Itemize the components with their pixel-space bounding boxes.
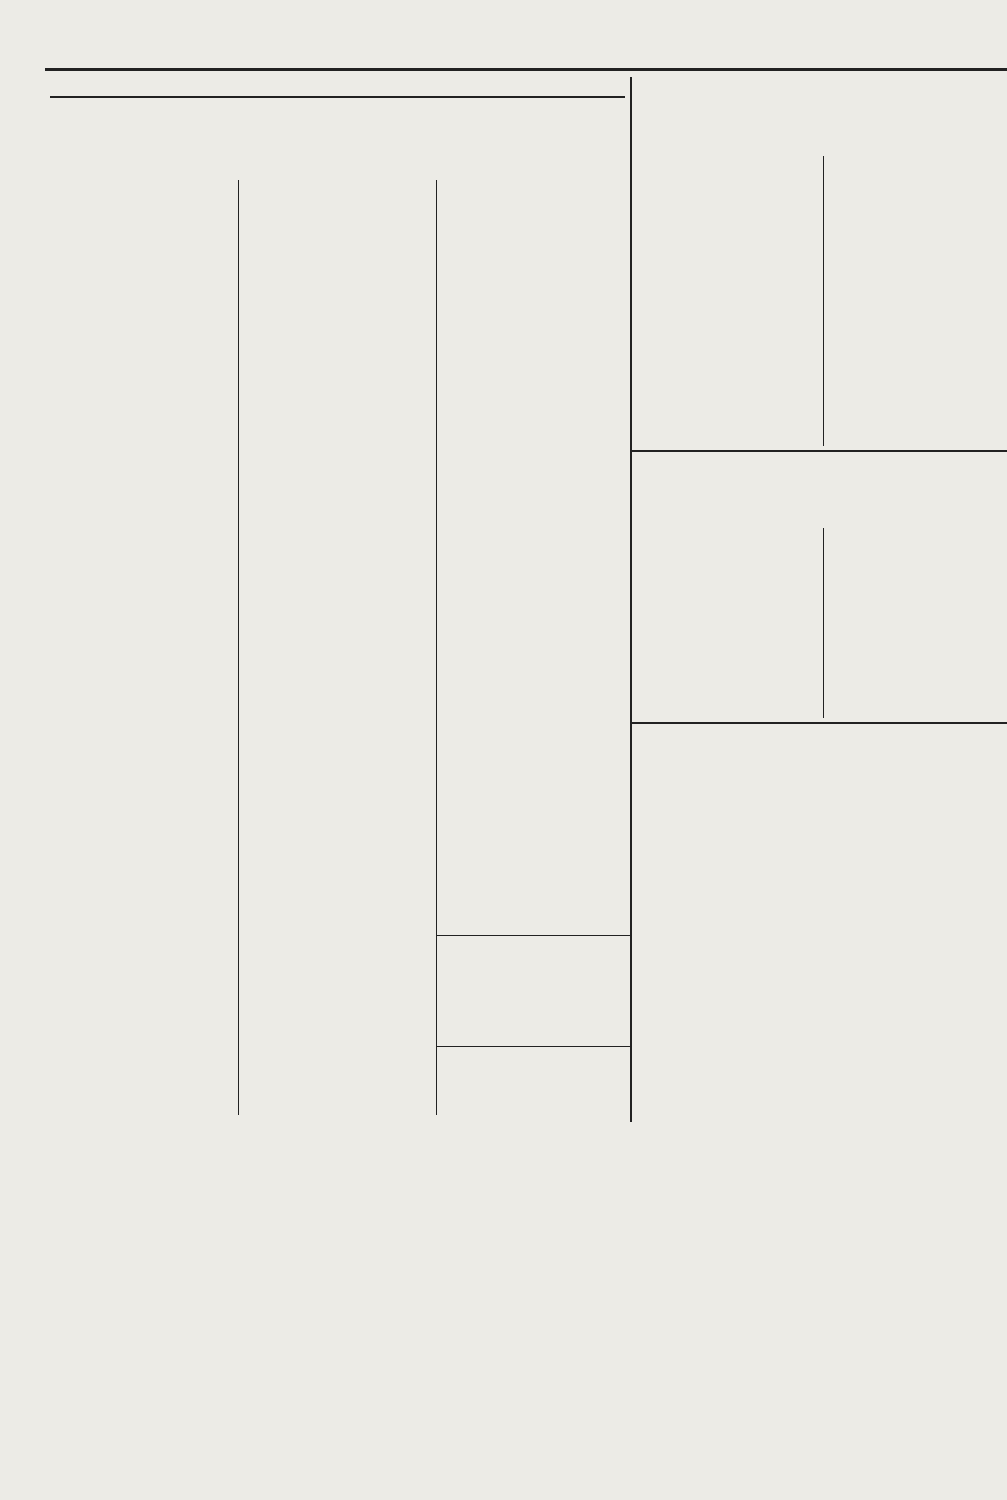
header-rule: [45, 68, 1007, 71]
col-rule-2: [436, 180, 437, 1115]
england-col-rule: [823, 156, 824, 446]
byline-rule: [50, 96, 625, 98]
england-col-2: [828, 156, 1007, 446]
uruguay-col-2: [828, 528, 1007, 720]
citizens-rule: [436, 1046, 630, 1047]
england-bottom-rule: [632, 450, 1007, 452]
uruguay-col-1: [642, 528, 820, 720]
forests-col-1: [52, 180, 233, 1115]
uruguay-col-rule: [823, 528, 824, 718]
uruguay-bottom-rule: [632, 722, 1007, 724]
col-rule-1: [238, 180, 239, 1115]
section-rule-vertical: [630, 77, 632, 1122]
forests-col-3: [442, 180, 622, 950]
forests-col-2: [244, 180, 431, 1115]
england-col-1: [642, 156, 820, 446]
sale-rule: [436, 935, 630, 936]
